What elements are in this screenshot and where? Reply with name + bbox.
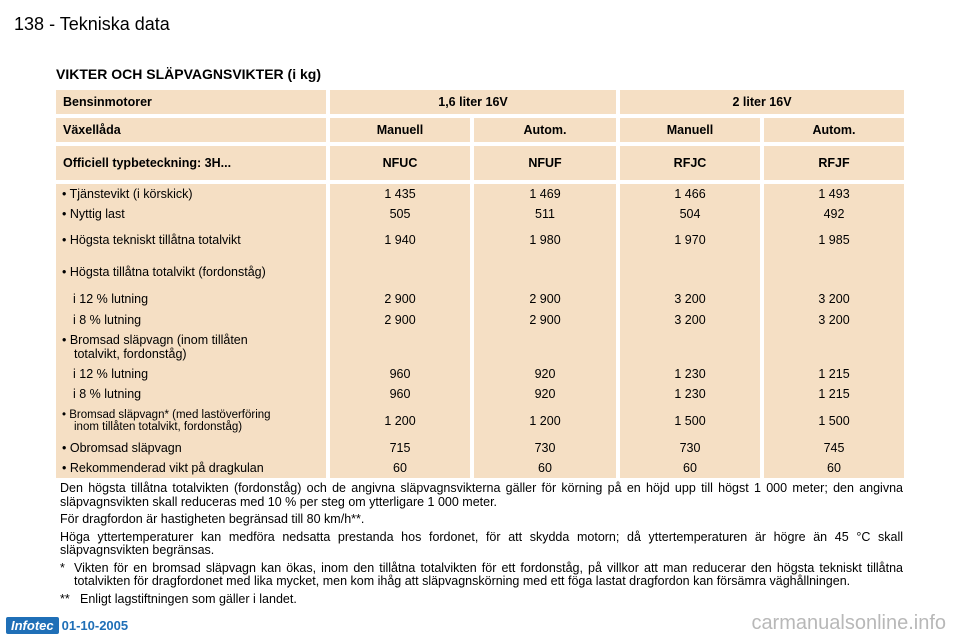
type-2: NFUF (474, 146, 616, 180)
row-value: 60 (393, 461, 407, 475)
row-value: 60 (683, 461, 697, 475)
row-label-text-cont: inom tillåten totalvikt, fordonståg) (74, 421, 243, 433)
row-label-text: • Obromsad släpvagn (62, 441, 182, 455)
row-label-text-cont: totalvikt, fordonståg) (74, 347, 187, 361)
row-label (56, 184, 326, 204)
type-1: NFUC (330, 146, 470, 180)
row-value: 3 200 (818, 313, 850, 327)
row-label-text: i 12 % lutning (73, 367, 149, 381)
section-title: VIKTER OCH SLÄPVAGNSVIKTER (i kg) (56, 66, 321, 82)
row-label (56, 204, 326, 224)
type-label: Officiell typbeteckning: 3H... (56, 146, 326, 180)
row-value: 2 900 (529, 292, 561, 306)
footnote-2-text: Enligt lagstiftningen som gäller i landet. (80, 591, 297, 606)
notes (60, 482, 903, 606)
note-speed: För dragfordon är hastigheten begränsad till 80 km/h**. (60, 512, 365, 526)
row-value: 1 215 (818, 367, 850, 381)
footnote-2-mark: ** (60, 591, 70, 606)
row-value: 1 215 (818, 387, 850, 401)
engines-label: Bensinmotorer (56, 90, 326, 114)
row-label (56, 224, 326, 256)
values-column-3 (620, 184, 760, 478)
row-label (56, 330, 326, 364)
row-value: 60 (538, 461, 552, 475)
row-value: 1 500 (674, 414, 706, 428)
row-value: 2 900 (384, 313, 416, 327)
row-label-text: • Tjänstevikt (i körskick) (62, 187, 193, 201)
row-label (56, 404, 326, 438)
note-altitude: Den högsta tillåtna totalvikten (fordonståg) och de angivna släpvagnsvikterna gäller för körning på en höjd upp till högst 1 000 meter; den angivna släpvagnsvikten skall reduceras med 10 % per steg om ytterligare 1 000 meter. (60, 481, 903, 509)
type-3: RFJC (620, 146, 760, 180)
row-value: 3 200 (674, 292, 706, 306)
row-value: 745 (823, 441, 845, 455)
gearbox-3: Manuell (620, 118, 760, 142)
type-row (56, 146, 904, 180)
row-label-text: • Högsta tillåtna totalvikt (fordonståg) (62, 265, 266, 279)
footnote-2 (60, 593, 903, 607)
row-value: 1 230 (674, 367, 706, 381)
row-value: 1 980 (529, 233, 561, 247)
row-label-text: i 8 % lutning (73, 387, 142, 401)
weights-table (52, 86, 908, 482)
page-header (14, 14, 170, 35)
row-label-text: i 8 % lutning (73, 313, 142, 327)
footnote-1-mark: * (60, 560, 65, 575)
body-row (56, 184, 904, 478)
row-label-text: • Nyttig last (62, 207, 125, 221)
row-value: 1 200 (529, 414, 561, 428)
row-value: 2 900 (384, 292, 416, 306)
gearbox-row (56, 118, 904, 142)
row-value: 511 (535, 207, 555, 221)
row-value: 1 940 (384, 233, 416, 247)
engine-row (56, 90, 904, 114)
values-column-1 (330, 184, 470, 478)
watermark: carmanualsonline.info (751, 612, 946, 634)
row-label-text: i 12 % lutning (73, 292, 149, 306)
row-value: 505 (389, 207, 411, 221)
engine-group-1: 1,6 liter 16V (330, 90, 616, 114)
row-value: 504 (679, 207, 701, 221)
row-value: 920 (534, 387, 556, 401)
gearbox-4: Autom. (764, 118, 904, 142)
row-value: 960 (389, 367, 411, 381)
type-4: RFJF (764, 146, 904, 180)
row-value: 1 970 (674, 233, 706, 247)
row-label (56, 458, 326, 478)
values-column-4 (764, 184, 904, 478)
row-label (56, 438, 326, 458)
values-column-2 (474, 184, 616, 478)
labels-column (56, 184, 326, 478)
gearbox-2: Autom. (474, 118, 616, 142)
row-label-text: • Bromsad släpvagn* (med lastöverföring (62, 409, 271, 421)
row-value: 1 469 (529, 187, 561, 201)
gearbox-1: Manuell (330, 118, 470, 142)
row-value: 920 (534, 367, 556, 381)
row-value: 60 (827, 461, 841, 475)
footnote-1-text: Vikten för en bromsad släpvagn kan ökas, inom den tillåtna totalvikten för ett fordonståg, på villkor att man reducerar den högsta tekniskt tillåtna totalvikten för dragfordonet med lika mycket, men kom ihåg att släpvagnskörning med ett föga lastat dragfordon kan försämra väghållningen. (74, 560, 903, 588)
page-title: Tekniska data (59, 14, 170, 34)
row-value: 1 500 (818, 414, 850, 428)
engine-group-2: 2 liter 16V (620, 90, 904, 114)
row-value: 2 900 (529, 313, 561, 327)
note-temperature: Höga yttertemperaturer kan medföra nedsatta prestanda hos fordonet, för att skydda motorn; då yttertemperaturen är högre än 45 °C skall släpvagnsvikten begränsas. (60, 529, 903, 557)
row-label-text: • Högsta tekniskt tillåtna totalvikt (62, 233, 241, 247)
row-value: 715 (389, 441, 411, 455)
row-value: 1 493 (818, 187, 850, 201)
row-label (56, 384, 326, 404)
row-value: 1 200 (384, 414, 416, 428)
row-value: 3 200 (818, 292, 850, 306)
header-separator: - (49, 14, 56, 34)
row-value: 730 (534, 441, 556, 455)
row-label-text: • Rekommenderad vikt på dragkulan (62, 461, 264, 475)
row-value: 1 466 (674, 187, 706, 201)
row-value: 3 200 (674, 313, 706, 327)
row-value: 1 435 (384, 187, 416, 201)
page-number: 138 (14, 14, 45, 34)
row-label-text: • Bromsad släpvagn (inom tillåten (62, 333, 248, 347)
footer (6, 617, 128, 634)
row-label (56, 288, 326, 310)
row-value: 1 230 (674, 387, 706, 401)
row-value: 730 (679, 441, 701, 455)
row-label (56, 364, 326, 384)
row-value: 1 985 (818, 233, 850, 247)
infotec-logo: Infotec (6, 617, 59, 634)
footnote-1 (60, 562, 903, 589)
gearbox-label: Växellåda (56, 118, 326, 142)
row-label (56, 310, 326, 330)
row-value: 492 (823, 207, 845, 221)
row-label (56, 256, 326, 288)
footer-date: 01-10-2005 (61, 618, 129, 633)
row-value: 960 (389, 387, 411, 401)
